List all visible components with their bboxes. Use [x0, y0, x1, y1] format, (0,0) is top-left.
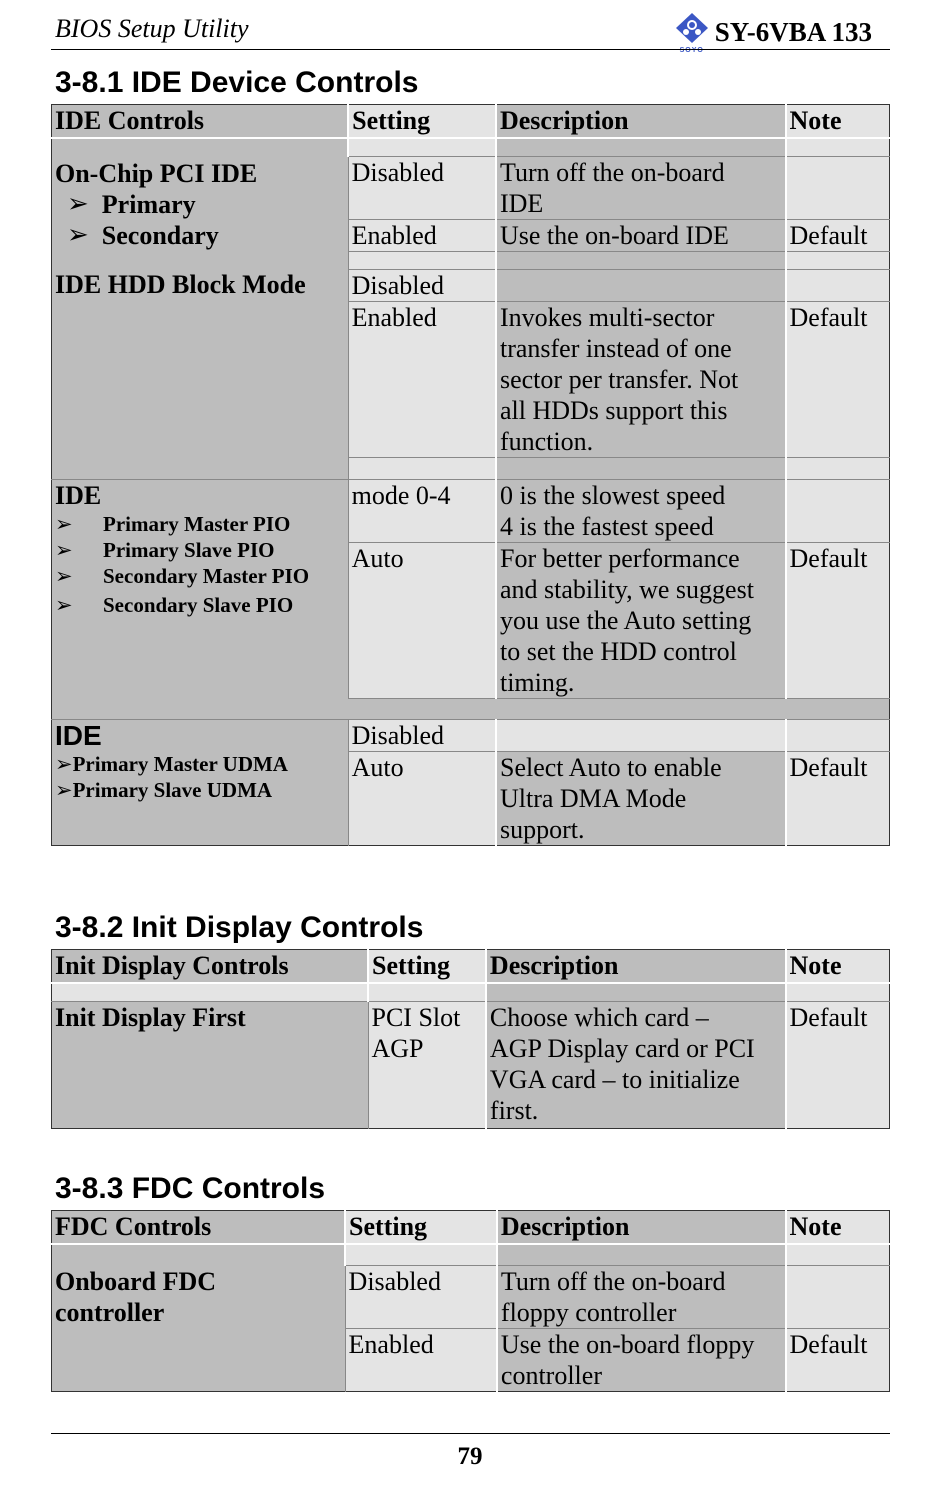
note-cell [786, 479, 890, 542]
table-row [52, 719, 890, 751]
group-label-cell [52, 719, 349, 845]
arrow-bullet-icon: ➢ [55, 511, 73, 536]
col-header: FDC Controls [52, 1211, 346, 1244]
col-header: Note [786, 1211, 890, 1244]
arrow-bullet-icon: ➢ [67, 219, 89, 250]
sub-item: Primary Slave UDMA [72, 777, 273, 802]
note-cell: Default [786, 301, 890, 457]
table-header-row [52, 950, 890, 983]
note-cell [786, 269, 890, 301]
col-header: Setting [348, 105, 496, 138]
row-label: Onboard FDC controller [55, 1266, 217, 1327]
description-cell: Use the on-board IDE [496, 219, 786, 251]
arrow-bullet-icon: ➢ [55, 751, 73, 776]
col-header: IDE Controls [52, 105, 349, 138]
page-number: 79 [457, 1443, 483, 1470]
setting-cell: Enabled [348, 219, 496, 251]
sub-item: Secondary Slave PIO [103, 592, 294, 617]
header-title: BIOS Setup Utility [55, 14, 249, 43]
description-cell: Turn off the on-board IDE [496, 156, 786, 219]
note-cell: Default [786, 751, 890, 845]
group-label: IDE HDD Block Mode [55, 270, 306, 299]
table-row [52, 479, 890, 542]
group-label: IDE [55, 480, 102, 510]
section-title-fdc: 3-8.3 FDC Controls [55, 1172, 326, 1205]
setting-cell: Auto [348, 751, 496, 845]
col-header: Note [786, 105, 890, 138]
row-label: Init Display First [55, 1002, 246, 1032]
sub-item: Primary Slave PIO [103, 537, 275, 562]
footer-rule [51, 1433, 890, 1434]
soyo-logo [675, 12, 709, 52]
note-cell [786, 1265, 890, 1328]
table-row [52, 1001, 890, 1128]
setting-cell: Enabled [345, 1328, 497, 1391]
fdc-controls-table [51, 1210, 890, 1392]
arrow-bullet-icon: ➢ [55, 592, 73, 617]
setting-cell: mode 0-4 [348, 479, 496, 542]
sub-item: Primary Master UDMA [72, 751, 288, 776]
group-label-cell [52, 479, 349, 719]
note-cell [786, 156, 890, 219]
init-display-table [51, 949, 890, 1129]
arrow-bullet-icon: ➢ [67, 188, 89, 219]
logo-text: SOYO [679, 47, 704, 54]
model-name: SY-6VBA 133 [714, 16, 872, 47]
table-header-row [52, 1211, 890, 1244]
sub-item: Secondary [101, 220, 219, 250]
arrow-bullet-icon: ➢ [55, 777, 73, 802]
sub-item: Primary [101, 189, 196, 219]
arrow-bullet-icon: ➢ [55, 563, 73, 588]
label-cell [52, 1001, 369, 1128]
setting-cell: Disabled [348, 719, 496, 751]
col-header: Description [486, 950, 786, 983]
col-header: Setting [368, 950, 486, 983]
description-cell: Choose which card – AGP Display card or PCI VGA card – to initialize first. [486, 1001, 786, 1128]
col-header: Description [496, 105, 786, 138]
col-header: Init Display Controls [52, 950, 369, 983]
description-cell: Use the on-board floppy controller [497, 1328, 786, 1391]
description-cell: For better performance and stability, we suggest you use the Auto setting to set the HDD control timing. [496, 542, 786, 698]
group-label-cell [52, 269, 349, 479]
sub-item: Primary Master PIO [103, 511, 291, 536]
col-header: Note [786, 950, 890, 983]
setting-cell: Enabled [348, 301, 496, 457]
description-cell: Invokes multi-sector transfer instead of one sector per transfer. Not all HDDs support this function. [496, 301, 786, 457]
setting-cell: Auto [348, 542, 496, 698]
ide-device-table [51, 104, 890, 846]
note-cell: Default [786, 219, 890, 251]
setting-cell: PCI Slot AGP [368, 1001, 486, 1128]
arrow-bullet-icon: ➢ [55, 537, 73, 562]
note-cell: Default [786, 1328, 890, 1391]
description-cell: 0 is the slowest speed 4 is the fastest speed [496, 479, 786, 542]
description-cell: Turn off the on-board floppy controller [497, 1265, 786, 1328]
col-header: Description [497, 1211, 786, 1244]
setting-cell: Disabled [348, 269, 496, 301]
note-cell [786, 719, 890, 751]
header-model [675, 12, 872, 52]
description-cell: Select Auto to enable Ultra DMA Mode support. [496, 751, 786, 845]
description-cell [496, 719, 786, 751]
section-title-display: 3-8.2 Init Display Controls [55, 911, 424, 944]
note-cell: Default [786, 1001, 890, 1128]
col-header: Setting [345, 1211, 497, 1244]
group-label-cell [52, 138, 349, 270]
group-label: IDE [55, 719, 102, 751]
setting-cell: Disabled [345, 1265, 497, 1328]
table-row [52, 269, 890, 301]
sub-item: Secondary Master PIO [103, 563, 310, 588]
group-label: On-Chip PCI IDE [55, 158, 258, 188]
note-cell: Default [786, 542, 890, 698]
section-title-ide: 3-8.1 IDE Device Controls [55, 66, 419, 99]
header-rule [51, 49, 890, 50]
table-header-row [52, 105, 890, 138]
description-cell [496, 269, 786, 301]
label-cell [52, 1244, 346, 1392]
setting-cell: Disabled [348, 156, 496, 219]
